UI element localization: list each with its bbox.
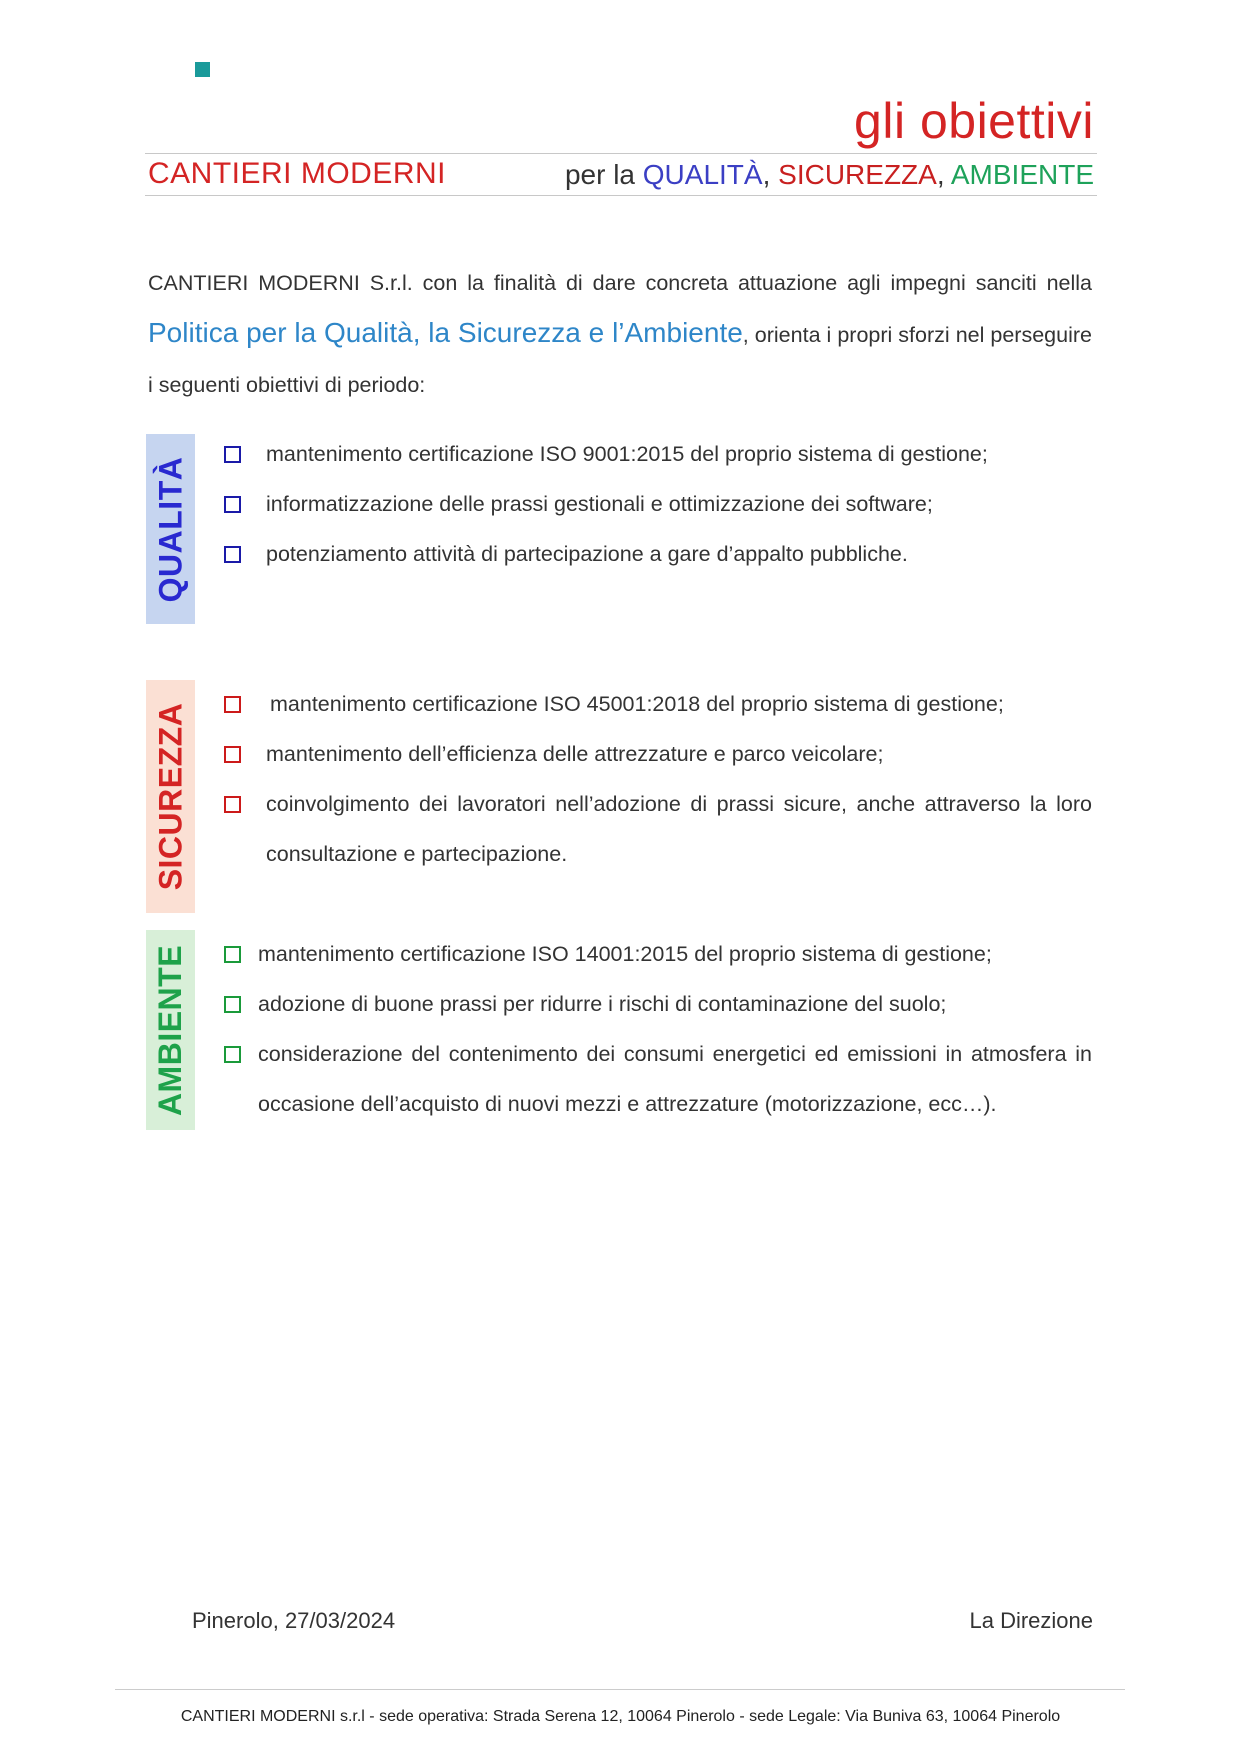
policy-link-text: Politica per la Qualità, la Sicurezza e l’Ambiente bbox=[148, 317, 743, 348]
checkbox-square-icon bbox=[224, 746, 241, 763]
checkbox-square-icon bbox=[224, 796, 241, 813]
checkbox-square-icon bbox=[224, 546, 241, 563]
list-item: mantenimento certificazione ISO 45001:2018 del proprio sistema di gestione; bbox=[224, 679, 1092, 729]
checkbox-square-icon bbox=[224, 496, 241, 513]
environment-objectives-list bbox=[224, 929, 1092, 1129]
document-subtitle: per la QUALITÀ, SICUREZZA, AMBIENTE bbox=[564, 159, 1094, 190]
intro-paragraph: CANTIERI MODERNI S.r.l. con la finalità di dare concreta attuazione agli impegni sanciti nella Politica per la Qualità, la Sicurezza e l’Ambiente, orienta i propri sforzi nel perseguire i seguenti obiettivi di periodo: bbox=[148, 271, 1092, 397]
safety-label-band bbox=[146, 680, 195, 913]
subtitle-quality: QUALITÀ bbox=[642, 159, 763, 190]
safety-label: SICUREZZA bbox=[152, 702, 189, 891]
place-and-date: Pinerolo, 27/03/2024 bbox=[192, 1608, 396, 1633]
checkbox-square-icon bbox=[224, 446, 241, 463]
list-item: potenziamento attività di partecipazione a gare d’appalto pubbliche. bbox=[224, 529, 1092, 579]
list-item: mantenimento certificazione ISO 9001:2015 del proprio sistema di gestione; bbox=[224, 429, 1092, 479]
logo-square bbox=[195, 62, 210, 77]
footer-address: CANTIERI MODERNI s.r.l - sede operativa: Strada Serena 12, 10064 Pinerolo - sede Legale: Via Buniva 63, 10064 Pinerolo bbox=[180, 1708, 1061, 1725]
header-divider-bottom bbox=[145, 195, 1097, 196]
signatory: La Direzione bbox=[969, 1608, 1093, 1633]
subtitle-environment: AMBIENTE bbox=[950, 159, 1094, 190]
environment-label-band bbox=[146, 930, 195, 1130]
checkbox-square-icon bbox=[224, 946, 241, 963]
environment-label: AMBIENTE bbox=[152, 944, 189, 1116]
list-item: adozione di buone prassi per ridurre i rischi di contaminazione del suolo; bbox=[224, 979, 1092, 1029]
checkbox-square-icon bbox=[224, 696, 241, 713]
quality-label: QUALITÀ bbox=[152, 456, 189, 602]
list-item: mantenimento certificazione ISO 14001:2015 del proprio sistema di gestione; bbox=[224, 929, 1092, 979]
checkbox-square-icon bbox=[224, 1046, 241, 1063]
document-title: gli obiettivi bbox=[854, 93, 1094, 149]
list-item: considerazione del contenimento dei consumi energetici ed emissioni in atmosfera in occasione dell’acquisto di nuovi mezzi e attrezzature (motorizzazione, ecc…). bbox=[224, 1029, 1092, 1129]
quality-objectives-list bbox=[224, 429, 1092, 579]
quality-label-band bbox=[146, 434, 195, 624]
checkbox-square-icon bbox=[224, 996, 241, 1013]
list-item: informatizzazione delle prassi gestionali e ottimizzazione dei software; bbox=[224, 479, 1092, 529]
subtitle-safety: SICUREZZA bbox=[778, 159, 937, 190]
list-item: mantenimento dell’efficienza delle attrezzature e parco veicolare; bbox=[224, 729, 1092, 779]
footer-divider bbox=[115, 1689, 1125, 1690]
header-divider-top bbox=[145, 153, 1097, 154]
list-item: coinvolgimento dei lavoratori nell’adozione di prassi sicure, anche attraverso la loro consultazione e partecipazione. bbox=[224, 779, 1092, 879]
company-name: CANTIERI MODERNI bbox=[148, 157, 447, 190]
safety-objectives-list bbox=[224, 679, 1092, 879]
